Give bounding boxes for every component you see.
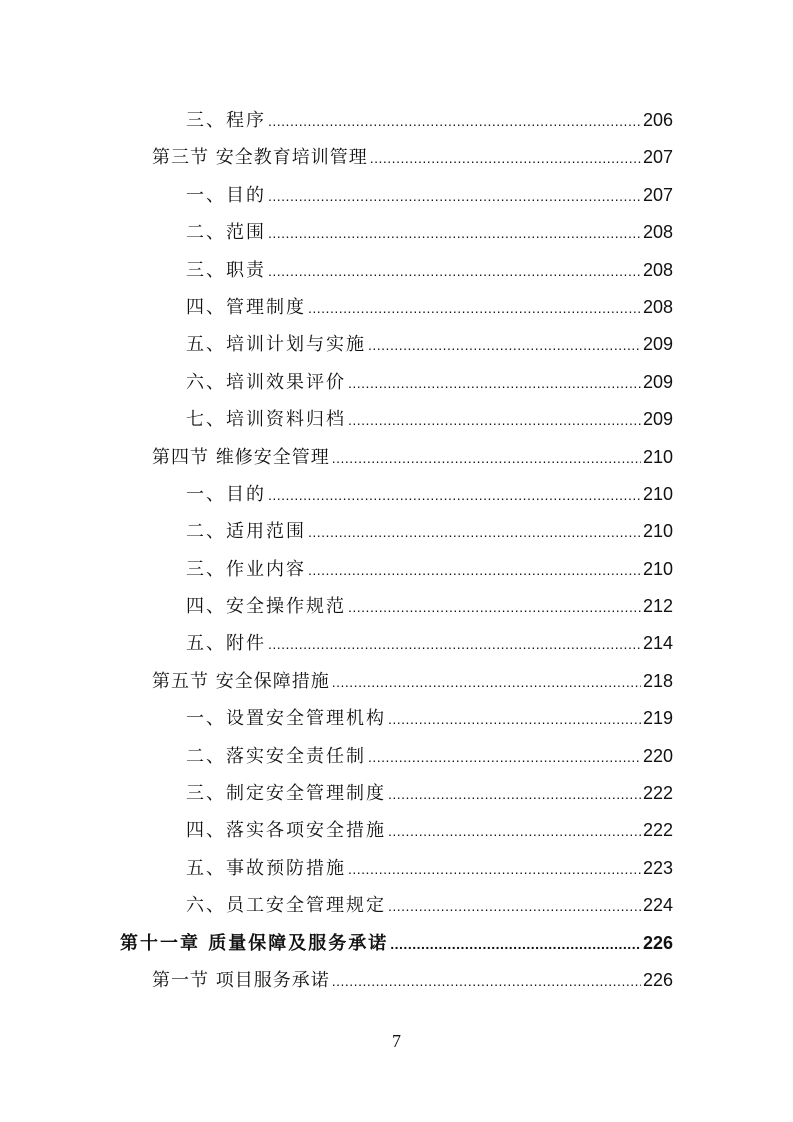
dot-leader bbox=[308, 552, 641, 589]
toc-entry-label: 七、培训资料归档 bbox=[186, 409, 346, 431]
dot-leader bbox=[308, 290, 641, 327]
toc-entry-page: 209 bbox=[642, 409, 673, 430]
dot-leader bbox=[390, 926, 641, 963]
toc-entry-label: 第五节 安全保障措施 bbox=[152, 670, 330, 692]
dot-leader bbox=[370, 140, 641, 177]
toc-entry-page: 209 bbox=[642, 334, 673, 355]
dot-leader bbox=[268, 626, 641, 663]
toc-item-entry[interactable] bbox=[0, 326, 793, 363]
dot-leader bbox=[388, 888, 641, 925]
dot-leader bbox=[368, 739, 641, 776]
dot-leader bbox=[388, 776, 641, 813]
toc-entry-label: 六、员工安全管理规定 bbox=[186, 895, 386, 917]
dot-leader bbox=[268, 477, 641, 514]
toc-entry-label: 三、程序 bbox=[186, 110, 266, 131]
dot-leader bbox=[348, 851, 641, 888]
dot-leader bbox=[268, 178, 641, 215]
toc-entry-label: 第一节 项目服务承诺 bbox=[152, 969, 330, 991]
dot-leader bbox=[348, 402, 641, 439]
dot-leader bbox=[332, 963, 641, 1000]
toc-entry-label: 四、安全操作规范 bbox=[186, 596, 346, 618]
dot-leader bbox=[332, 440, 641, 477]
toc-item-entry[interactable] bbox=[0, 102, 793, 139]
toc-entry-label: 二、范围 bbox=[186, 222, 266, 244]
toc-entry-page: 209 bbox=[642, 371, 673, 392]
toc-item-entry[interactable] bbox=[0, 850, 793, 887]
toc-section-entry[interactable] bbox=[0, 663, 793, 700]
dot-leader bbox=[332, 664, 641, 701]
toc-entry-label: 一、目的 bbox=[186, 483, 266, 505]
toc-item-entry[interactable] bbox=[0, 177, 793, 214]
toc-item-entry[interactable] bbox=[0, 775, 793, 812]
toc-item-entry[interactable] bbox=[0, 364, 793, 401]
toc-entry-label: 三、制定安全管理制度 bbox=[186, 783, 386, 805]
toc-section-entry[interactable] bbox=[0, 139, 793, 176]
toc-entry-page: 210 bbox=[642, 483, 673, 504]
toc-section-entry[interactable] bbox=[0, 962, 793, 999]
dot-leader bbox=[268, 103, 641, 140]
toc-item-entry[interactable] bbox=[0, 252, 793, 289]
toc-entry-label: 一、设置安全管理机构 bbox=[186, 708, 386, 730]
toc-entry-page: 208 bbox=[642, 259, 673, 280]
toc-entry-label: 二、适用范围 bbox=[186, 521, 306, 543]
dot-leader bbox=[368, 327, 641, 364]
toc-item-entry[interactable] bbox=[0, 214, 793, 251]
toc-entry-page: 218 bbox=[642, 670, 673, 691]
toc-entry-page: 224 bbox=[642, 895, 673, 916]
toc-entry-page: 207 bbox=[642, 184, 673, 205]
toc-entry-page: 214 bbox=[642, 633, 673, 654]
toc-item-entry[interactable] bbox=[0, 551, 793, 588]
toc-entry-page: 210 bbox=[642, 446, 673, 467]
toc-item-entry[interactable] bbox=[0, 700, 793, 737]
toc-item-entry[interactable] bbox=[0, 812, 793, 849]
toc-entry-label: 四、落实各项安全措施 bbox=[186, 820, 386, 842]
toc-item-entry[interactable] bbox=[0, 887, 793, 924]
dot-leader bbox=[388, 701, 641, 738]
toc-chapter-entry[interactable] bbox=[0, 925, 793, 962]
page-number: 7 bbox=[392, 1031, 401, 1051]
toc-entry-page: 208 bbox=[642, 296, 673, 317]
toc-item-entry[interactable] bbox=[0, 738, 793, 775]
toc-entry-label: 三、职责 bbox=[186, 259, 266, 281]
toc-entry-page: 219 bbox=[642, 708, 673, 729]
dot-leader bbox=[308, 514, 641, 551]
toc-entry-page: 208 bbox=[642, 222, 673, 243]
toc-entry-label: 四、管理制度 bbox=[186, 296, 306, 318]
toc-item-entry[interactable] bbox=[0, 401, 793, 438]
toc-item-entry[interactable] bbox=[0, 476, 793, 513]
toc-entry-page: 210 bbox=[642, 521, 673, 542]
toc-entry-page: 226 bbox=[642, 969, 673, 990]
toc-entry-label: 六、培训效果评价 bbox=[186, 371, 346, 393]
toc-entry-label: 二、落实安全责任制 bbox=[186, 745, 366, 767]
toc-entry-page: 210 bbox=[642, 558, 673, 579]
dot-leader bbox=[268, 253, 641, 290]
toc-section-entry[interactable] bbox=[0, 439, 793, 476]
toc-entry-label: 五、事故预防措施 bbox=[186, 857, 346, 879]
toc-entry-page: 220 bbox=[642, 745, 673, 766]
toc-entry-page: 207 bbox=[642, 147, 673, 168]
dot-leader bbox=[348, 365, 641, 402]
toc-entry-page: 222 bbox=[642, 783, 673, 804]
toc-entry-label: 第十一章 质量保障及服务承诺 bbox=[120, 932, 389, 954]
dot-leader bbox=[268, 215, 641, 252]
dot-leader bbox=[348, 589, 641, 626]
toc-entry-label: 三、作业内容 bbox=[186, 558, 306, 580]
toc-entry-label: 五、附件 bbox=[186, 633, 266, 655]
toc-entry-label: 第四节 维修安全管理 bbox=[152, 446, 330, 468]
toc-entry-page: 226 bbox=[642, 932, 673, 953]
toc-item-entry[interactable] bbox=[0, 513, 793, 550]
toc-entry-page: 212 bbox=[642, 596, 673, 617]
toc-entry-label: 第三节 安全教育培训管理 bbox=[152, 147, 368, 169]
toc-item-entry[interactable] bbox=[0, 588, 793, 625]
dot-leader bbox=[388, 813, 641, 850]
toc-entry-label: 一、目的 bbox=[186, 184, 266, 206]
toc-item-entry[interactable] bbox=[0, 289, 793, 326]
toc-entry-page: 223 bbox=[642, 857, 673, 878]
toc-item-entry[interactable] bbox=[0, 625, 793, 662]
toc-entry-page: 222 bbox=[642, 820, 673, 841]
table-of-contents bbox=[0, 102, 793, 999]
toc-entry-label: 五、培训计划与实施 bbox=[186, 334, 366, 356]
toc-entry-page: 206 bbox=[642, 110, 673, 130]
